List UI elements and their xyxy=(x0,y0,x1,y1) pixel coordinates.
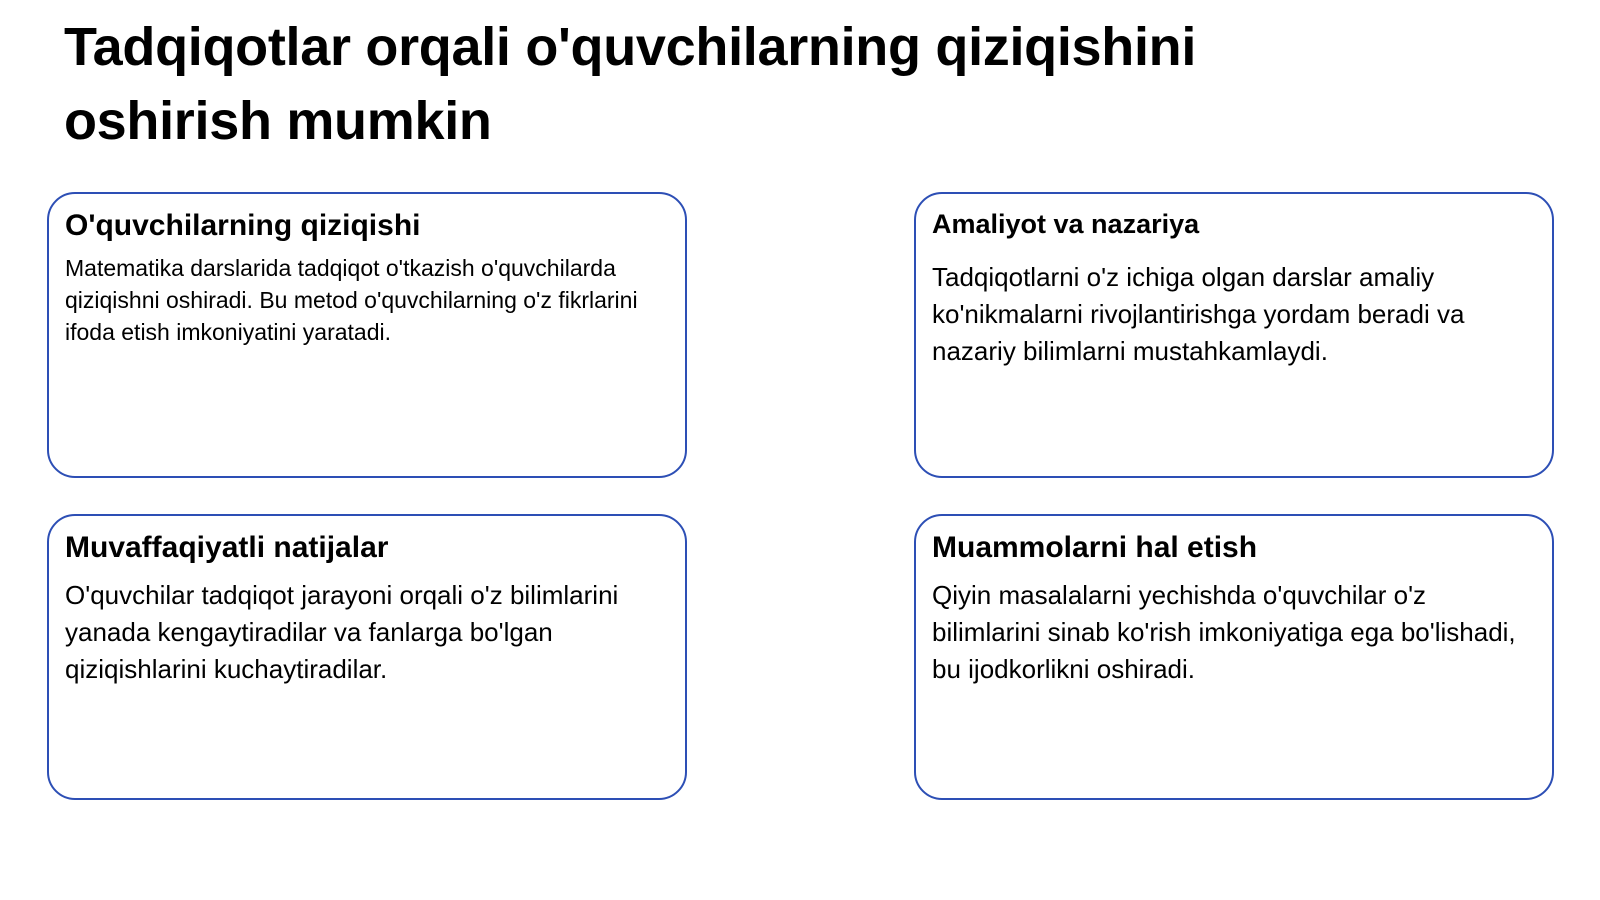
card-heading: O'quvchilarning qiziqishi xyxy=(65,209,421,242)
card-heading: Amaliyot va nazariya xyxy=(932,209,1200,239)
page-title: Tadqiqotlar orqali o'quvchilarning qiziqishini oshirish mumkin xyxy=(64,17,1197,151)
card-successful-results xyxy=(47,514,687,800)
card-heading: Muammolarni hal etish xyxy=(932,531,1258,564)
card-text: Tadqiqotlarni o'z ichiga olgan darslar amaliy ko'nikmalarni rivojlantirishga yordam beradi va nazariy bilimlarni mustahkamlaydi. xyxy=(932,262,1465,366)
card-text: O'quvchilar tadqiqot jarayoni orqali o'z bilimlarini yanada kengaytiradilar va fanlarga bo'lgan qiziqishlarini kuchaytiradilar. xyxy=(65,580,619,684)
card-problem-solving xyxy=(914,514,1554,800)
card-text: Qiyin masalalarni yechishda o'quvchilar o'z bilimlarini sinab ko'rish imkoniyatiga ega bo'lishadi, bu ijodkorlikni oshiradi. xyxy=(932,580,1516,684)
card-text: Matematika darslarida tadqiqot o'tkazish o'quvchilarda qiziqishni oshiradi. Bu metod o'quvchilarning o'z fikrlarini ifoda etish imkoniyatini yaratadi. xyxy=(65,255,638,345)
card-students-interest xyxy=(47,192,687,478)
card-heading: Muvaffaqiyatli natijalar xyxy=(65,531,389,564)
card-practice-theory xyxy=(914,192,1554,478)
